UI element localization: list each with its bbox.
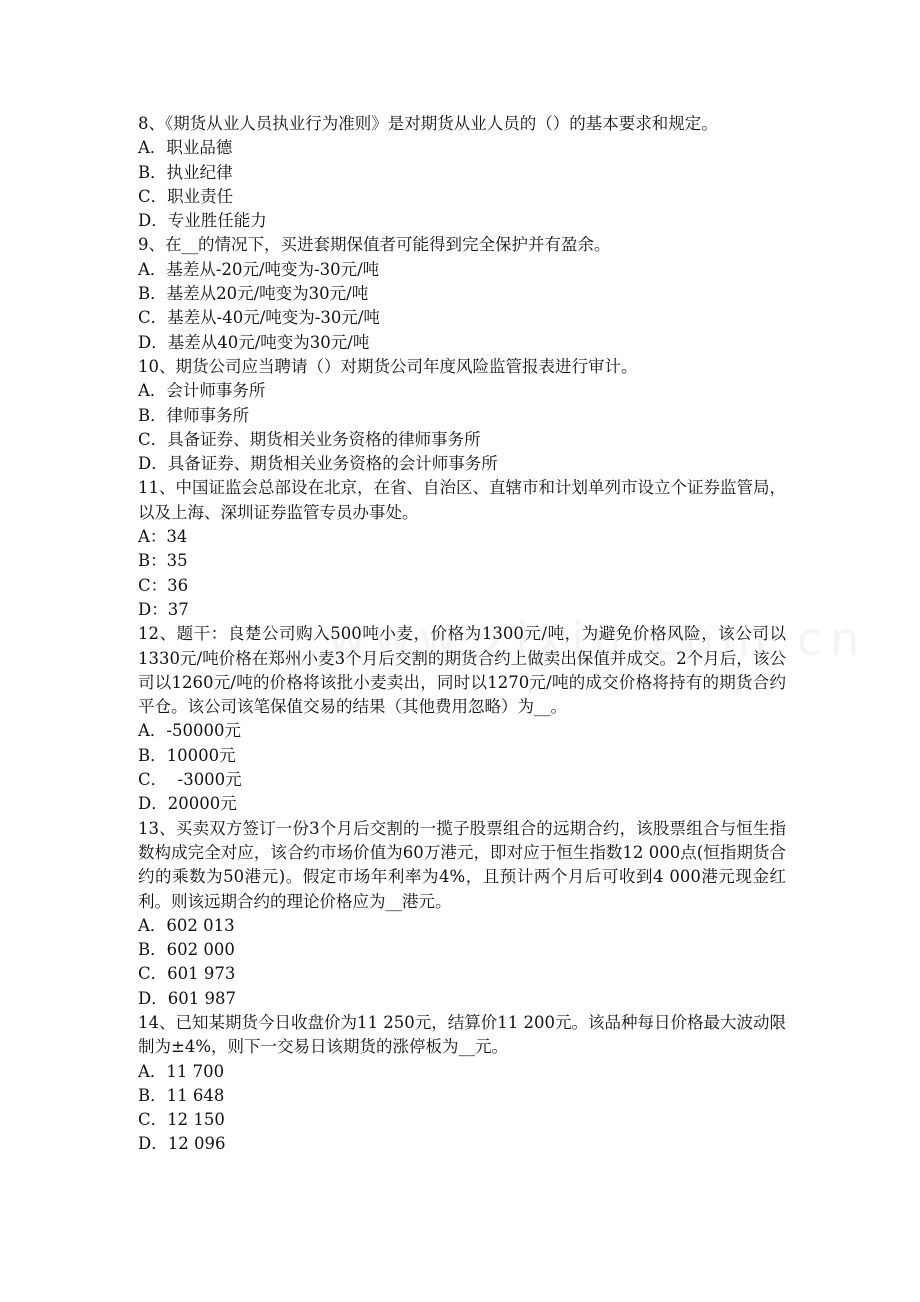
question-text: 8、《期货从业人员执业行为准则》是对期货从业人员的（）的基本要求和规定。: [138, 114, 718, 133]
option-a: A．602 013: [138, 915, 235, 935]
option-a: A：34: [138, 527, 188, 547]
question-text: 10、期货公司应当聘请（）对期货公司年度风险监管报表进行审计。: [138, 356, 638, 376]
question-text: 13、买卖双方签订一份3个月后交割的一揽子股票组合的远期合约，该股票组合与恒生指数构成完全对应，该合约市场价值为60万港元，即对应于恒生指数12 000点(恒指期货合约的乘数为50港元)。假定市场年利率为4%，且预计两个月后可收到4 000港元现金红利。则该远期合约的理论价格应为__港元。: [138, 818, 786, 911]
option-b: B：35: [138, 551, 188, 571]
option-a: A．职业品德: [138, 138, 233, 158]
question-13: [138, 817, 786, 1011]
option-a: A．会计师事务所: [138, 381, 266, 401]
question-9: [138, 233, 786, 354]
option-d: D．专业胜任能力: [138, 211, 267, 231]
question-text: 9、在__的情况下，买进套期保值者可能得到完全保护并有盈余。: [138, 235, 611, 255]
option-b: B．602 000: [138, 940, 235, 960]
question-10: [138, 355, 786, 476]
question-14: [138, 1011, 786, 1157]
question-8: [138, 112, 786, 233]
option-a: A．-50000元: [138, 721, 241, 741]
option-d: D：37: [138, 599, 189, 619]
question-11: [138, 476, 786, 622]
option-b: B．律师事务所: [138, 405, 250, 425]
option-d: D．601 987: [138, 988, 236, 1008]
question-text: 12、题干：良楚公司购入500吨小麦，价格为1300元/吨，为避免价格风险，该公司以1330元/吨价格在郑州小麦3个月后交割的期货合约上做卖出保值并成交。2个月后，该公司以1260元/吨的价格将该批小麦卖出，同时以1270元/吨的成交价格将持有的期货合约平仓。该公司该笔保值交易的结果（其他费用忽略）为__。: [138, 624, 786, 717]
question-12: [138, 622, 786, 816]
question-text: 14、已知某期货今日收盘价为11 250元，结算价11 200元。该品种每日价格最大波动限制为±4%，则下一交易日该期货的涨停板为__元。: [138, 1012, 786, 1057]
option-d: D．12 096: [138, 1134, 226, 1154]
option-a: A．11 700: [138, 1061, 225, 1081]
option-b: B．基差从20元/吨变为30元/吨: [138, 284, 369, 304]
option-d: D．20000元: [138, 794, 237, 814]
option-c: C． -3000元: [138, 770, 242, 790]
option-b: B．执业纪律: [138, 162, 233, 182]
option-b: B．11 648: [138, 1085, 225, 1105]
option-c: C：36: [138, 575, 189, 595]
question-text: 11、中国证监会总部设在北京，在省、自治区、直辖市和计划单列市设立个证券监管局，以及上海、深圳证券监管专员办事处。: [138, 478, 786, 522]
question-list: [138, 112, 786, 1157]
option-a: A．基差从-20元/吨变为-30元/吨: [138, 259, 380, 279]
option-c: C．基差从-40元/吨变为-30元/吨: [138, 308, 380, 328]
option-b: B．10000元: [138, 745, 236, 765]
option-c: C．具备证券、期货相关业务资格的律师事务所: [138, 429, 481, 449]
option-c: C．职业责任: [138, 186, 234, 206]
option-d: D．具备证券、期货相关业务资格的会计师事务所: [138, 454, 498, 474]
option-c: C．12 150: [138, 1110, 225, 1130]
option-d: D．基差从40元/吨变为30元/吨: [138, 332, 370, 352]
option-c: C．601 973: [138, 964, 236, 984]
